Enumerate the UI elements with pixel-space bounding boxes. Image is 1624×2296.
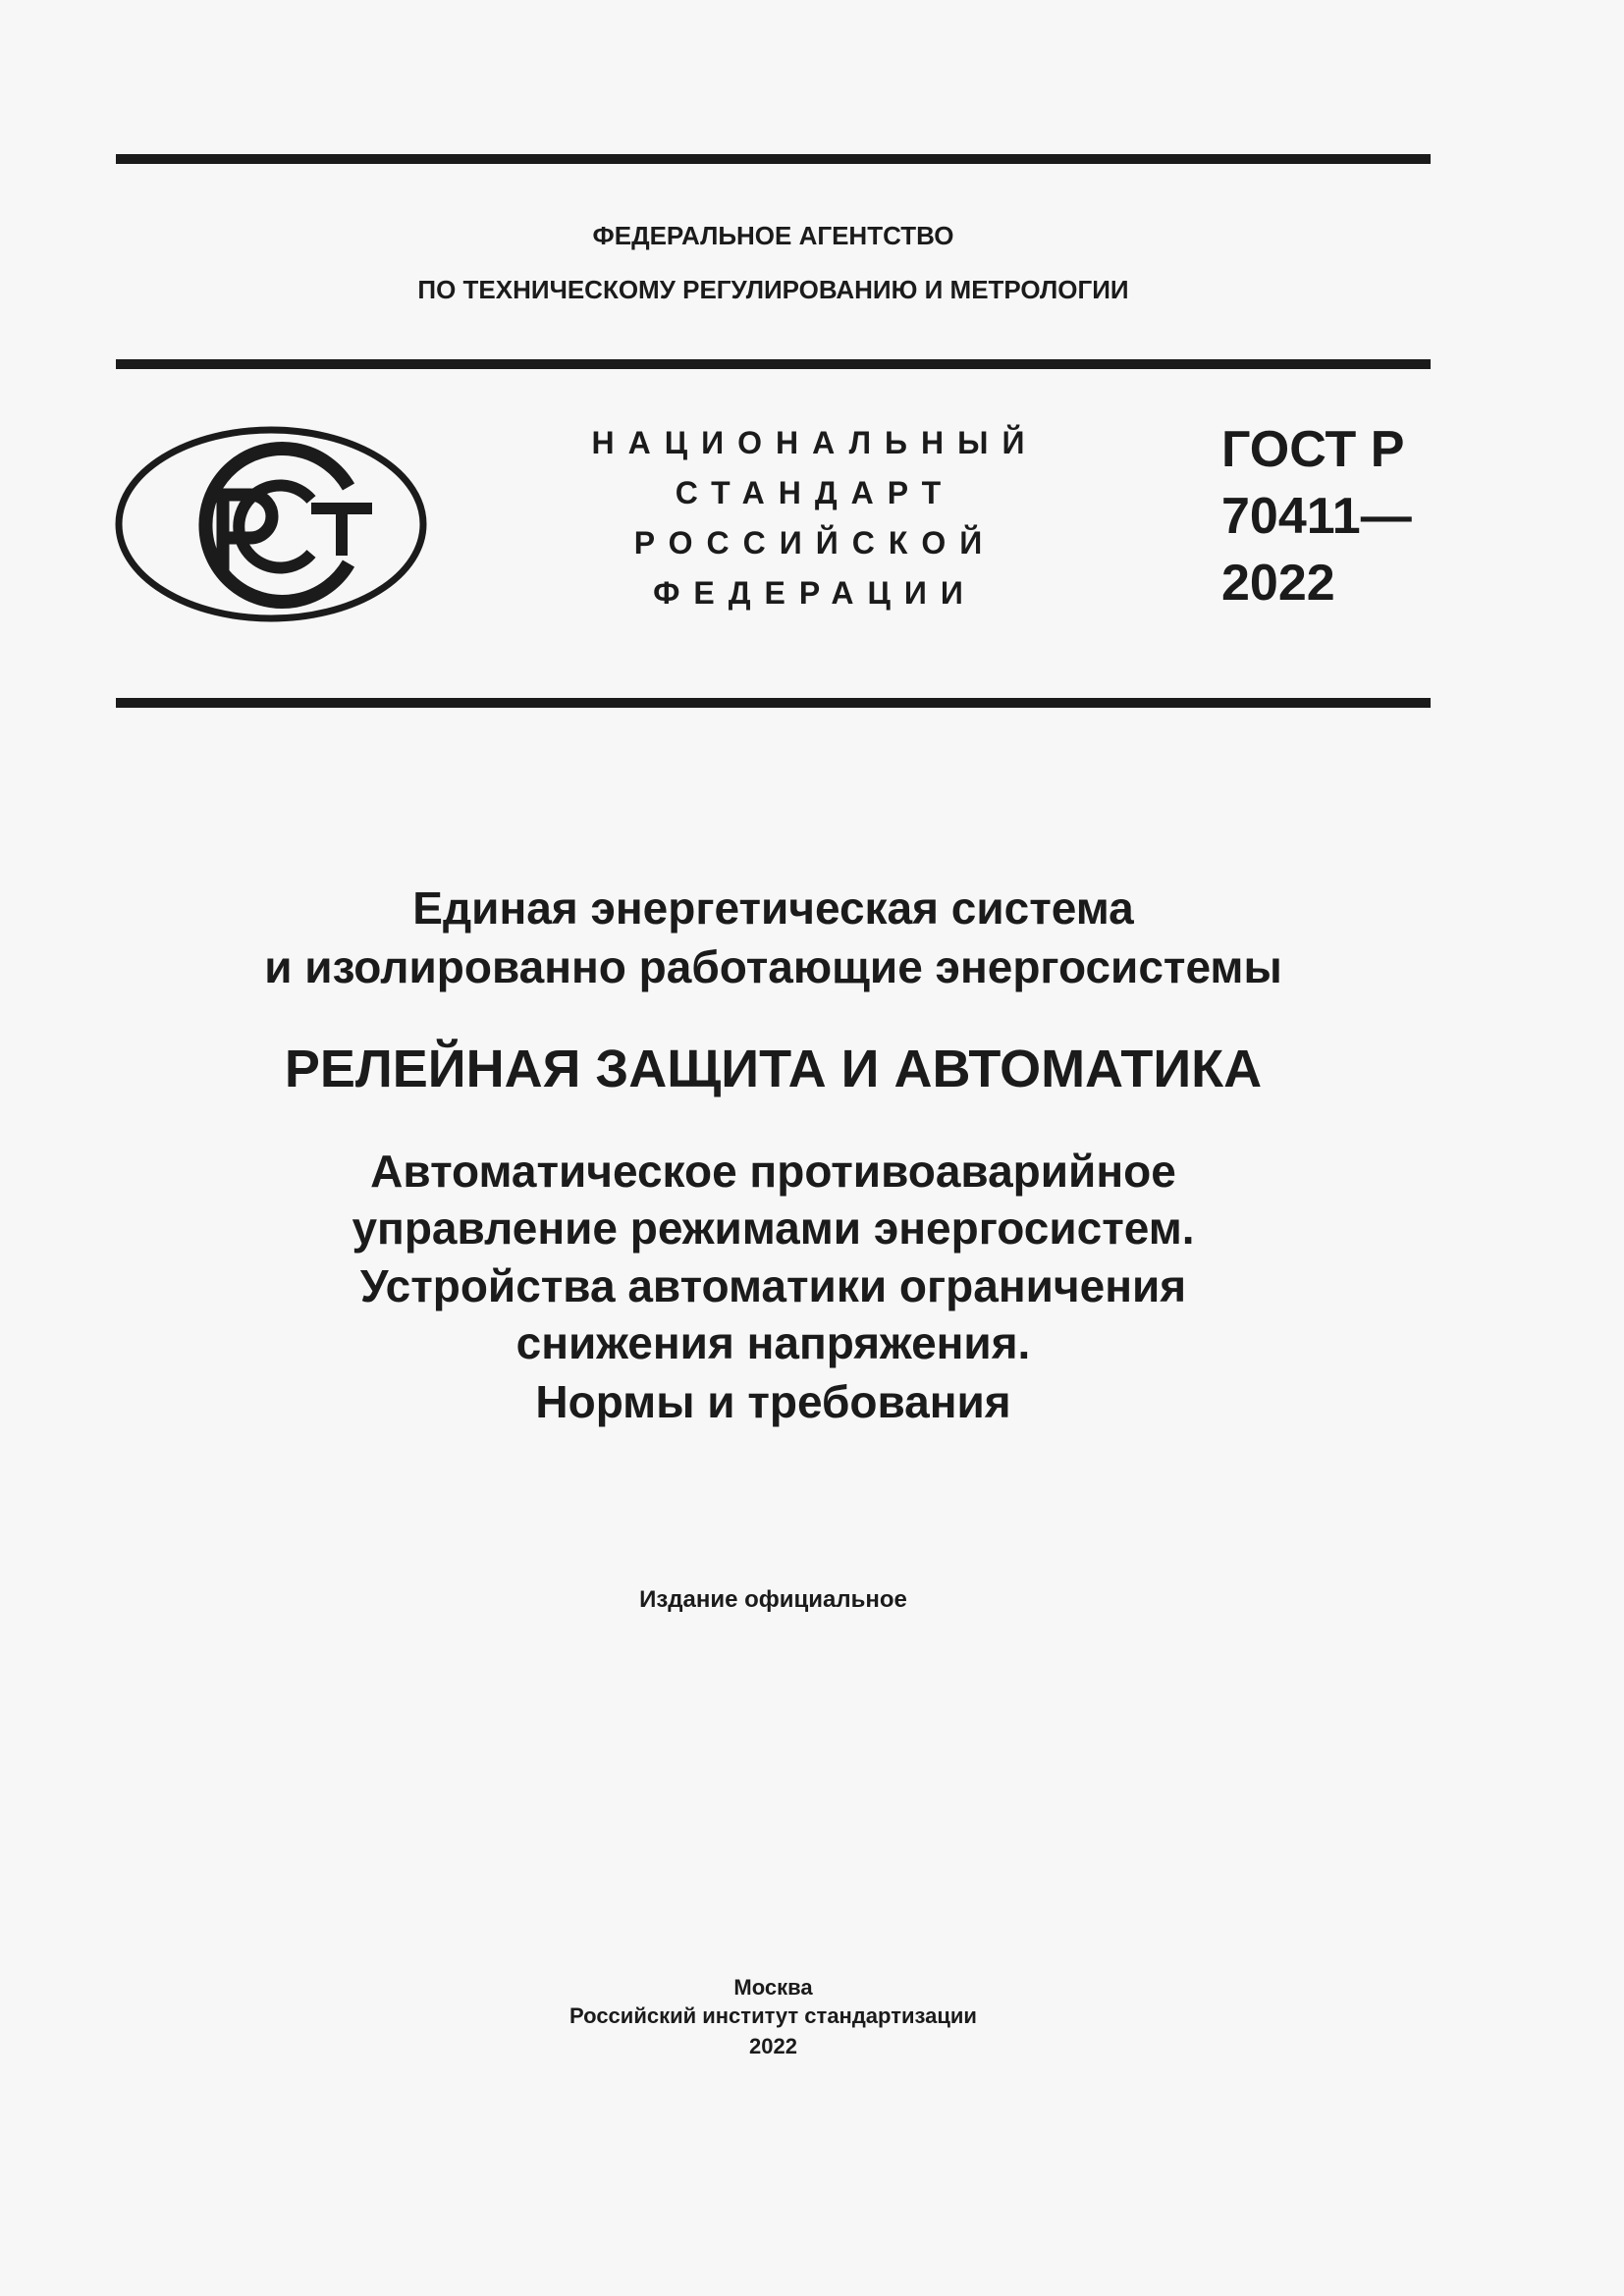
subtitle-line-2: управление режимами энергосистем.	[352, 1202, 1195, 1254]
main-title: РЕЛЕЙНАЯ ЗАЩИТА И АВТОМАТИКА	[284, 1040, 1263, 1098]
top-rule	[116, 154, 1431, 164]
imprint-publisher: Российский институт стандартизации	[569, 2003, 977, 2028]
designation-line-3: 2022	[1221, 555, 1335, 612]
subtitle-line-4: снижения напряжения.	[515, 1317, 1031, 1368]
national-standard-line-4: ФЕДЕРАЦИИ	[653, 575, 977, 611]
edition-label: Издание официальное	[639, 1586, 907, 1613]
national-standard-line-1: НАЦИОНАЛЬНЫЙ	[591, 425, 1039, 460]
rst-certification-mark-icon	[115, 426, 427, 622]
imprint-city: Москва	[733, 1975, 813, 2000]
middle-rule	[116, 359, 1431, 369]
agency-name-line-1: ФЕДЕРАЛЬНОЕ АГЕНТСТВО	[592, 221, 954, 250]
agency-name-line-2: ПО ТЕХНИЧЕСКОМУ РЕГУЛИРОВАНИЮ И МЕТРОЛОГИИ	[417, 275, 1129, 304]
imprint-year: 2022	[749, 2034, 797, 2058]
title-line-2: и изолированно работающие энергосистемы	[264, 941, 1282, 992]
national-standard-line-3: РОССИЙСКОЙ	[633, 525, 997, 561]
subtitle-line-3: Устройства автоматики ограничения	[359, 1260, 1187, 1311]
subtitle-line-5: Нормы и требования	[535, 1376, 1011, 1427]
designation-line-1: ГОСТ Р	[1221, 421, 1405, 478]
designation-line-2: 70411—	[1221, 488, 1412, 545]
national-standard-line-2: СТАНДАРТ	[675, 475, 955, 510]
title-line-1: Единая энергетическая система	[412, 882, 1134, 934]
bottom-rule	[116, 698, 1431, 708]
subtitle-line-1: Автоматическое противоаварийное	[370, 1146, 1176, 1197]
